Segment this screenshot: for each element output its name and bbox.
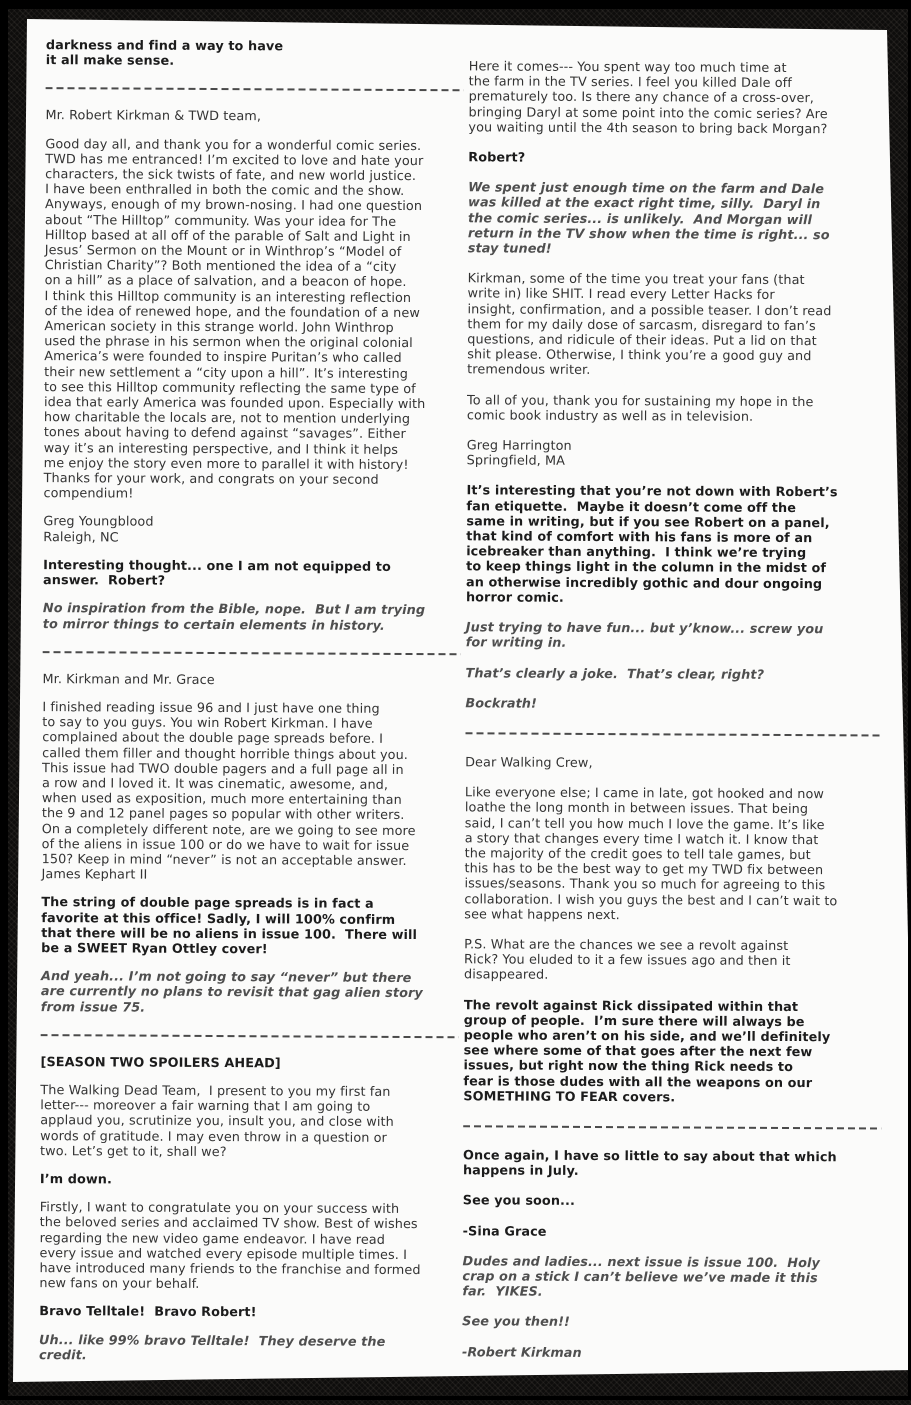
editor-response-bold: The revolt against Rick dissipated within that group of people. I’m sure there will always be people who aren’t on his side, and we’ll definitely see where some of that goes after the next few issues, but right now the thing Rick needs to fear is those dudes with all the weapons on our SOMETHING TO FEAR covers. (463, 997, 831, 1106)
letter-text: I finished reading issue 96 and I just have one thing to say to you guys. You win Robert Kirkman. I have complained about the double page spreads before. I called them filler and thought horrible things about you. This issue had TWO double pagers and a full page all in a row and I loved it. It was cinematic, awesome, and, when used as exposition, much more entertaining than the 9 and 12 panel pages so popular with other writers. On a completely different note, are we going to see more of the aliens in issue 100 or do we have to wait for issue 150? Keep in mind “never” is not an acceptable answer. James Kephart II (41, 699, 416, 883)
editor-response-bold: I’m down. (39, 1172, 113, 1188)
section-divider (43, 651, 461, 655)
kirkman-response-italic: That’s clearly a joke. That’s clear, right? (465, 665, 765, 683)
editor-response-bold: [SEASON TWO SPOILERS AHEAD] (40, 1054, 281, 1072)
editor-response-bold: Interesting thought... one I am not equipped to answer. Robert? (43, 557, 391, 589)
kirkman-response-italic: We spent just enough time on the farm and Dale was killed at the exact right time, silly. Daryl in the comic series... is unlikely. And Morgan will return in the TV show when the time is right... so stay tuned! (467, 180, 830, 257)
kirkman-response-italic: And yeah... I’m not going to say “never” but there are currently no plans to revisit that gag alien story from issue 75. (40, 969, 423, 1016)
editor-response-bold: See you soon... (462, 1193, 575, 1210)
letter-text: Firstly, I want to congratulate you on your success with the beloved series and acclaimed TV show. Best of wishes regarding the new video game endeavor. I have read every issue and watched every episode multiple times. I have introduced many friends to the franchise and formed new fans on your behalf. (39, 1200, 421, 1293)
letter-text: Like everyone else; I came in late, got hooked and now loathe the long month in between issues. That being said, I can’t tell you how much I love the game. It’s like a story that changes every time I watch it. I know that the majority of the credit goes to tell tale games, but this has to be the best way to get my TWD fix between issues/seasons. Thank you so much for agreeing to this collaboration. I wish you guys the best and I can’t wait to see what happens next. (464, 785, 838, 923)
left-column (39, 38, 464, 1365)
editor-response-bold: Once again, I have so little to say about that which happens in July. (462, 1148, 837, 1180)
letter-text: P.S. What are the chances we see a revolt against Rick? You eluded to it a few issues ago and then it disappeared. (463, 937, 791, 984)
kirkman-response-italic: Just trying to have fun... but y’know... screw you for writing in. (465, 620, 824, 652)
editor-response-bold: Robert? (468, 150, 526, 166)
editor-response-bold: The string of double page spreads is in fact a favorite at this office! Sadly, I will 100% confirm that there will be no aliens in issue 100. There will be a SWEET Ryan Ottley cover! (41, 895, 418, 958)
letter-text: Mr. Robert Kirkman & TWD team, (45, 108, 262, 125)
letter-text: The Walking Dead Team, I present to you my first fan letter--- moreover a fair warning that I am going to applaud you, scrutinize you, insult you, and close with words of gratitude. I may even throw in a question or two. Let’s get to it, shall we? (40, 1083, 394, 1160)
editor-response-bold: Bravo Telltale! Bravo Robert! (39, 1304, 257, 1321)
section-divider (41, 1034, 459, 1038)
letter-text: Here it comes--- You spent way too much time at the farm in the TV series. I feel you killed Dale off prematurely too. Is there any chance of a cross-over, bringing Daryl at some point into the comic series? Are you waiting until the 4th season to bring back Morgan? (468, 59, 828, 138)
section-divider (465, 732, 883, 736)
letter-text: Mr. Kirkman and Mr. Grace (42, 671, 215, 688)
editor-response-bold: It’s interesting that you’re not down with Robert’s fan etiquette. Maybe it doesn’t come off the same in writing, but if you see Robert on a panel, that kind of comfort with his fans is more of an icebreaker than anything. I think we’re trying to keep things light in the column in the midst of an otherwise incredibly gothic and dour ongoing horror comic. (465, 483, 838, 606)
kirkman-response-italic: No inspiration from the Bible, nope. But I am trying to mirror things to certain elements in history. (42, 601, 426, 634)
letter-text: Dear Walking Crew, (465, 755, 593, 771)
editor-response-bold: -Sina Grace (462, 1223, 547, 1240)
letter-text: Greg Harrington Springfield, MA (466, 438, 572, 470)
letter-text: Kirkman, some of the time you treat your fans (that write in) like SHIT. I read every Letter Hacks for insight, confirmation, and a possible teaser. I don’t read them for my daily dose of sarcasm, disregard to fan’s questions, and ridicule of their ideas. Put a lid on that shit please. Otherwise, I think you’re a good guy and tremendous writer. (467, 271, 832, 379)
right-column (462, 59, 887, 1362)
section-divider (463, 1125, 881, 1129)
letter-text: Good day all, and thank you for a wonderful comic series. TWD has me entranced! I’m excited to love and hate your characters, the sick twists of fate, and new world justice. I have been enthralled in both the comic and the show. Anyways, enough of my brown-nosing. I had one question about “The Hilltop” community. Was your idea for The Hilltop based at all off of the parable of Salt and Light in Jesus’ Sermon on the Mount or in Winthrop’s “Model of Christian Charity”? Both mentioned the idea of a “city on a hill” as a place of salvation, and a beacon of hope. I think this Hilltop community is an interesting reflection of the idea of renewed hope, and the foundation of a new American society in this strange world. John Winthrop used the phrase in his sermon when the original colonial America’s were founded to inspire Puritan’s who called their new settlement a “city upon a hill”. It’s interesting to see this Hilltop community reflecting the same type of idea that early America was founded upon. Especially with how charitable the locals are, not to mention underlying tones about having to defend against “savages”. Either way it’s an interesting perspective, and I think it helps me enjoy the story even more to parallel it with history! Thanks for your work, and congrats on your second compendium! (43, 136, 426, 502)
section-divider (46, 88, 464, 92)
letter-text: To all of you, thank you for sustaining my hope in the comic book industry as well as in television. (466, 392, 814, 425)
kirkman-response-italic: Uh... like 99% bravo Telltale! They deserve the credit. (38, 1332, 386, 1364)
kirkman-response-italic: Bockrath! (465, 696, 538, 712)
kirkman-response-italic: See you then!! (462, 1314, 571, 1331)
editor-response-bold: darkness and find a way to have it all make sense. (45, 38, 284, 69)
kirkman-response-italic: -Robert Kirkman (461, 1344, 582, 1361)
letter-text: Greg Youngblood Raleigh, NC (43, 514, 154, 546)
kirkman-response-italic: Dudes and ladies... next issue is issue 100. Holy crap on a stick I can’t believe we’ve made it this far. YIKES. (462, 1254, 820, 1300)
